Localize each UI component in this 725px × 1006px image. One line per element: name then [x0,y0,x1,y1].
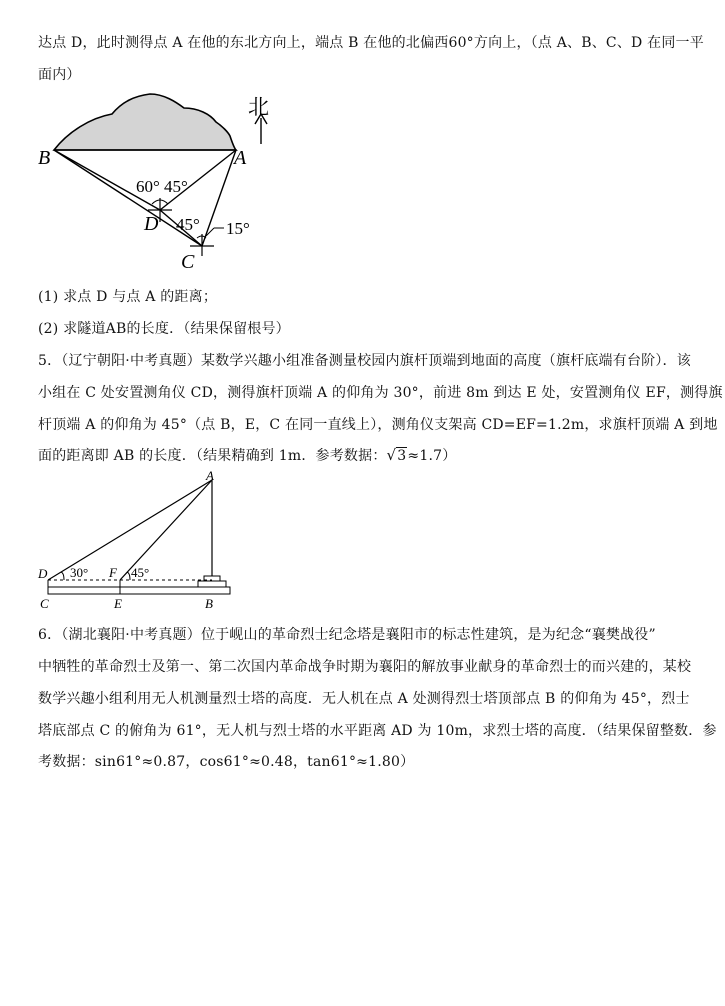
p5-line-4-pre: 面的距离即 AB 的长度．（结果精确到 1m．参考数据： [38,448,387,464]
p6-text-line-5: 考数据：sin61°≈0.87，cos61°≈0.48，tan61°≈1.80） [38,754,415,770]
fig2-label-D: D [38,566,48,581]
p4-text-line-1: 达点 D，此时测得点 A 在他的东北方向上，端点 B 在他的北偏西60°方向上，（点 A、B、C、D 在同一平 [38,35,704,51]
label-C: C [181,251,195,273]
label-B: B [38,147,51,169]
p5-figure [38,470,238,610]
fig2-angle-30: 30° [70,565,89,580]
p6-text-line-1: 6．（湖北襄阳·中考真题）位于岘山的革命烈士纪念塔是襄阳市的标志性建筑，是为纪念“襄樊战役” [38,627,656,643]
label-A: A [234,147,247,169]
fig2-label-A: A [206,468,214,483]
ground-strip [48,587,230,594]
p5-line-4-post: ≈1.7） [407,448,457,464]
angle-45-mid: 45° [176,215,200,234]
angle-60: 60° [136,177,160,196]
p6-text-line-3: 数学兴趣小组利用无人机测量烈士塔的高度．无人机在点 A 处测得烈士塔顶部点 B 的仰角为 45°，烈士 [38,691,690,707]
p4-figure [38,88,318,273]
p4-question-2: (2) 求隧道AB的长度．（结果保留根号） [38,321,290,337]
fig2-angle-45: 45° [131,565,150,580]
fig2-label-E: E [114,596,122,611]
arc-30 [61,572,64,580]
fig2-label-C: C [40,596,49,611]
p5-sqrt-radicand: 3 [397,448,407,464]
angle-15: 15° [226,219,250,238]
p5-text-line-1: 5．（辽宁朝阳·中考真题）某数学兴趣小组准备测量校园内旗杆顶端到地面的高度（旗杆底端有台阶）．该 [38,353,691,369]
mountain-shape [54,94,236,150]
p5-text-line-2: 小组在 C 处安置测角仪 CD，测得旗杆顶端 A 的仰角为 30°，前进 8m 到达 E 处，安置测角仪 EF，测得旗 [38,385,723,401]
label-D: D [144,213,159,235]
arc-45 [127,572,130,580]
fig2-label-B: B [205,596,213,611]
north-label: 北 [248,95,269,119]
p5-text-line-3: 杆顶端 A 的仰角为 45°（点 B，E，C 在同一直线上），测角仪支架高 CD=EF=1.2m，求旗杆顶端 A 到地 [38,417,718,433]
p4-question-1: (1) 求点 D 与点 A 的距离； [38,289,218,305]
p6-text-line-4: 塔底部点 C 的俯角为 61°，无人机与烈士塔的水平距离 AD 为 10m，求烈士塔的高度．（结果保留整数．参 [38,723,717,739]
sqrt-icon: √ [386,446,397,464]
p4-text-line-2: 面内） [38,67,81,83]
p6-text-line-2: 中牺牲的革命烈士及第一、第二次国内革命战争时期为襄阳的解放事业献身的革命烈士的而兴建的，某校 [38,659,692,675]
fig2-label-F: F [109,565,117,580]
angle-45-top: 45° [164,177,188,196]
p5-text-line-4 [38,445,456,465]
flagpole-step-base [198,581,226,587]
